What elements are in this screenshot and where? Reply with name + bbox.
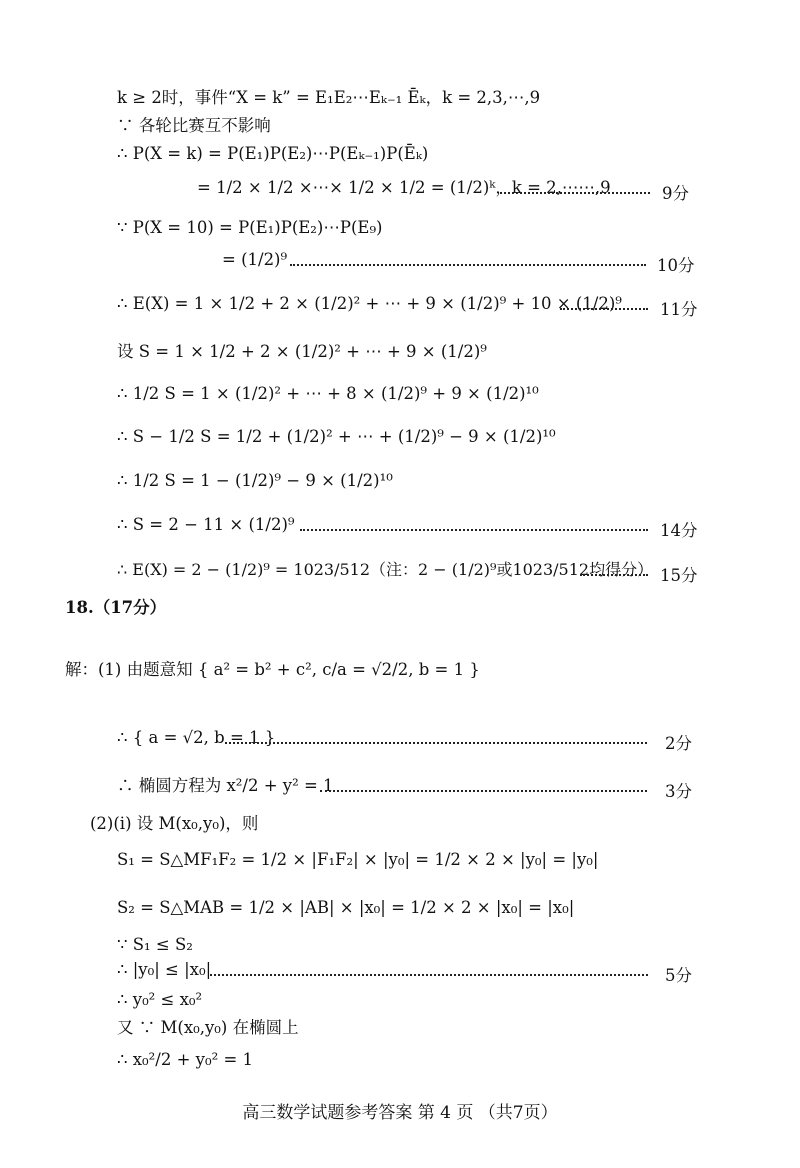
dot-leader	[290, 264, 646, 266]
line-13: ∴ E(X) = 2 − (1/2)⁹ = 1023/512（注：2 − (1/2)⁹或1023/512均得分）	[117, 560, 654, 579]
score-label: 14分	[660, 521, 698, 540]
line-5: ∵ P(X = 10) = P(E₁)P(E₂)⋯P(E₉)	[117, 218, 383, 237]
dot-leader	[225, 742, 647, 744]
line-3: ∴ P(X = k) = P(E₁)P(E₂)⋯P(Eₖ₋₁)P(Ēₖ)	[117, 144, 429, 163]
line-17: ∴ 椭圆方程为 x²/2 + y² = 1	[117, 776, 334, 795]
dot-leader	[300, 529, 648, 531]
line-9: ∴ 1/2 S = 1 × (1/2)² + ⋯ + 8 × (1/2)⁹ + 9 × (1/2)¹⁰	[117, 384, 539, 403]
line-25: ∴ x₀²/2 + y₀² = 1	[117, 1050, 254, 1069]
score-label: 5分	[665, 966, 692, 985]
problem-heading: 18.（17分）	[65, 598, 167, 617]
line-18: (2)(i) 设 M(x₀,y₀)，则	[90, 814, 259, 833]
line-6: = (1/2)⁹	[222, 250, 288, 269]
dot-leader	[320, 790, 647, 792]
dot-leader	[580, 574, 648, 576]
dot-leader	[500, 192, 650, 194]
dot-leader	[560, 308, 648, 310]
score-label: 3分	[665, 782, 692, 801]
line-19: S₁ = S△MF₁F₂ = 1/2 × |F₁F₂| × |y₀| = 1/2 × 2 × |y₀| = |y₀|	[117, 850, 599, 869]
dot-leader	[210, 974, 648, 976]
line-21: ∵ S₁ ≤ S₂	[117, 935, 193, 954]
line-12: ∴ S = 2 − 11 × (1/2)⁹	[117, 515, 295, 534]
line-8: 设 S = 1 × 1/2 + 2 × (1/2)² + ⋯ + 9 × (1/2)⁹	[117, 342, 487, 361]
line-10: ∴ S − 1/2 S = 1/2 + (1/2)² + ⋯ + (1/2)⁹ − 9 × (1/2)¹⁰	[117, 427, 556, 446]
line-22: ∴ |y₀| ≤ |x₀|	[117, 960, 212, 979]
line-7: ∴ E(X) = 1 × 1/2 + 2 × (1/2)² + ⋯ + 9 × (1/2)⁹ + 10 × (1/2)⁹	[117, 294, 622, 313]
page-footer: 高三数学试题参考答案 第 4 页 （共7页）	[242, 1103, 558, 1123]
line-20: S₂ = S△MAB = 1/2 × |AB| × |x₀| = 1/2 × 2 × |x₀| = |x₀|	[117, 898, 575, 917]
score-label: 15分	[660, 566, 698, 585]
line-24: 又 ∵ M(x₀,y₀) 在椭圆上	[117, 1018, 299, 1037]
score-label: 2分	[665, 734, 692, 753]
line-11: ∴ 1/2 S = 1 − (1/2)⁹ − 9 × (1/2)¹⁰	[117, 471, 393, 490]
line-1: k ≥ 2时，事件“X = k” = E₁E₂⋯Eₖ₋₁ Ēₖ，k = 2,3,⋯,9	[117, 88, 541, 107]
line-16: ∴ { a = √2, b = 1 }	[117, 728, 276, 747]
line-4: = 1/2 × 1/2 ×⋯× 1/2 × 1/2 = (1/2)ᵏ，k = 2,⋯⋯,9	[197, 178, 611, 197]
line-2: ∵ 各轮比赛互不影响	[117, 116, 271, 135]
score-label: 10分	[657, 256, 695, 275]
score-label: 9分	[662, 184, 689, 203]
line-23: ∴ y₀² ≤ x₀²	[117, 990, 203, 1009]
score-label: 11分	[660, 300, 698, 319]
line-15: 解：(1) 由题意知 { a² = b² + c², c/a = √2/2, b = 1 }	[65, 660, 480, 679]
